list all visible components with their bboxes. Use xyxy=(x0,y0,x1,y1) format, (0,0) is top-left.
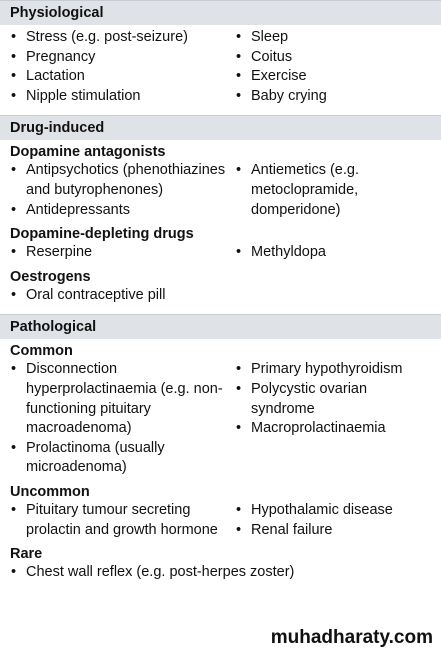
list-item: • Disconnection hyperprolactinaemia (e.g. non-functioning pituitary macroadenoma) xyxy=(10,360,235,438)
list-item: • Pituitary tumour secreting prolactin and growth hormone xyxy=(10,501,235,540)
subheading: Uncommon xyxy=(10,483,90,500)
list-item: • Renal failure xyxy=(235,521,431,541)
list-item: • Lactation xyxy=(10,67,235,87)
list-item: • Macroprolactinaemia xyxy=(235,419,431,439)
right-column xyxy=(235,161,431,220)
section-body-drug-induced xyxy=(0,140,441,314)
list-item: • Methyldopa xyxy=(235,243,431,263)
full-column xyxy=(10,563,431,583)
group-common xyxy=(10,342,431,478)
subheading: Common xyxy=(10,343,73,360)
list-item: • Hypothalamic disease xyxy=(235,501,431,521)
right-column xyxy=(235,28,431,106)
subheading: Rare xyxy=(10,546,43,563)
list-item: • Antipsychotics (phenothiazines and butyrophenones) xyxy=(10,161,235,200)
section-body-physiological xyxy=(0,25,441,115)
right-column xyxy=(235,360,431,478)
left-column xyxy=(10,28,235,106)
list-item: • Oral contraceptive pill xyxy=(10,286,431,306)
list-item: • Antiemetics (e.g. metoclopramide, domperidone) xyxy=(235,161,431,220)
group-physiological xyxy=(10,28,431,106)
list-item: • Stress (e.g. post-seizure) xyxy=(10,28,235,48)
subheading: Dopamine antagonists xyxy=(10,144,166,161)
list-item: • Exercise xyxy=(235,67,431,87)
group-rare xyxy=(10,545,431,583)
list-item: • Sleep xyxy=(235,28,431,48)
watermark-text: muhadharaty.com xyxy=(270,627,433,648)
list-item: • Prolactinoma (usually microadenoma) xyxy=(10,439,235,478)
list-item: • Pregnancy xyxy=(10,48,235,68)
full-column xyxy=(10,286,431,306)
section-body-pathological xyxy=(0,339,441,591)
list-item: • Polycystic ovarian syndrome xyxy=(235,380,431,419)
section-heading-drug-induced: Drug-induced xyxy=(0,115,441,140)
list-item: • Chest wall reflex (e.g. post-herpes zoster) xyxy=(10,563,431,583)
list-item: • Nipple stimulation xyxy=(10,87,235,107)
left-column xyxy=(10,243,235,263)
section-heading-physiological: Physiological xyxy=(0,0,441,25)
left-column xyxy=(10,501,235,540)
section-heading-pathological: Pathological xyxy=(0,314,441,339)
list-item: • Reserpine xyxy=(10,243,235,263)
left-column xyxy=(10,161,235,220)
group-dopamine-antagonists xyxy=(10,143,431,220)
list-item: • Baby crying xyxy=(235,87,431,107)
list-item: • Primary hypothyroidism xyxy=(235,360,431,380)
group-uncommon xyxy=(10,483,431,540)
group-dopamine-depleting-drugs xyxy=(10,225,431,263)
subheading: Oestrogens xyxy=(10,268,91,285)
right-column xyxy=(235,243,431,263)
right-column xyxy=(235,501,431,540)
list-item: • Antidepressants xyxy=(10,201,235,221)
group-oestrogens xyxy=(10,268,431,306)
list-item: • Coitus xyxy=(235,48,431,68)
left-column xyxy=(10,360,235,478)
subheading: Dopamine-depleting drugs xyxy=(10,226,194,243)
